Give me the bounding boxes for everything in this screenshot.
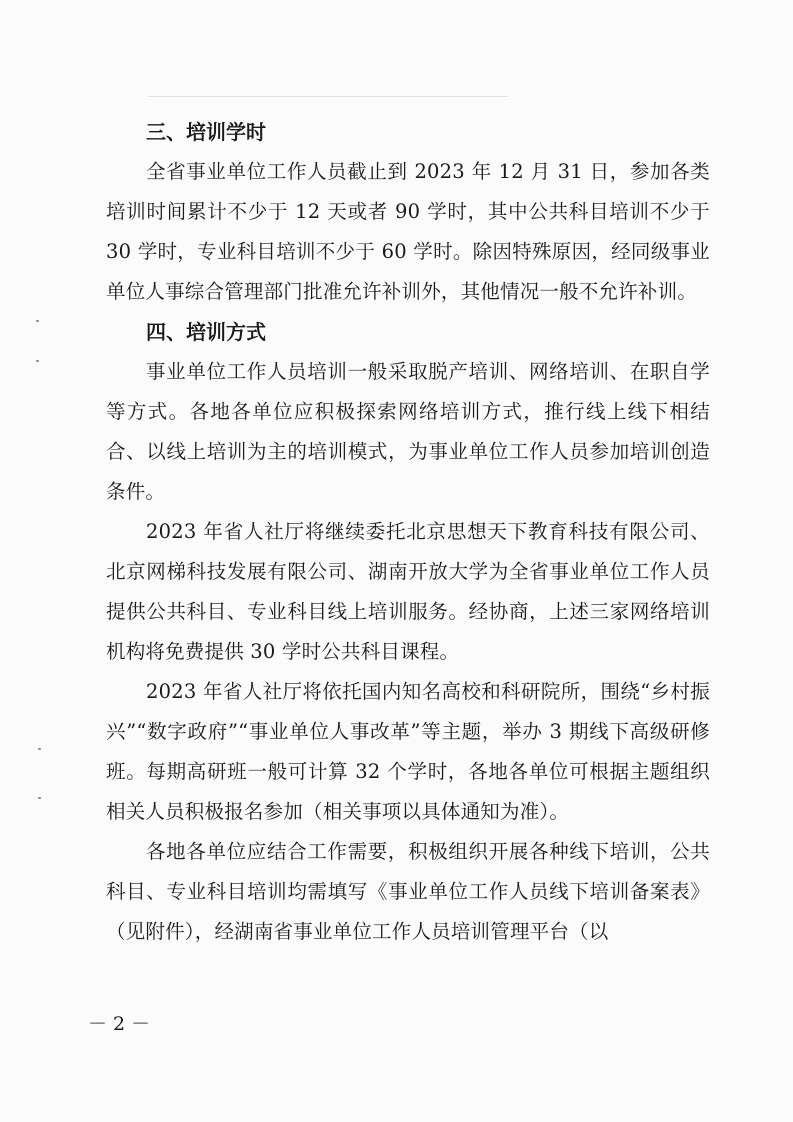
- scan-speck: [38, 748, 41, 750]
- section-heading-methods: 四、培训方式: [146, 320, 266, 344]
- section-heading-hours: 三、培训学时: [146, 120, 266, 144]
- paragraph-methods: 事业单位工作人员培训一般采取脱产培训、网络培训、在职自学等方式。各地各单位应积极探索网络培训方式，推行线上线下相结合、以线上培训为主的培训模式，为事业单位工作人员参加培训创造条件。: [106, 360, 710, 503]
- page-number: － 2 －: [88, 1013, 151, 1035]
- paragraph-hours: 全省事业单位工作人员截止到 2023 年 12 月 31 日，参加各类培训时间累计不少于 12 天或者 90 学时，其中公共科目培训不少于 30 学时，专业科目培训不少于 60 学时。除因特殊原因，经同级事业单位人事综合管理部门批准允许补训外，其他情况一般不允许补训。: [106, 160, 710, 303]
- scan-speck: [38, 797, 41, 799]
- paragraph-seminars: 2023 年省人社厅将依托国内知名高校和科研院所，围绕“乡村振兴”“数字政府”“事业单位人事改革”等主题，举办 3 期线下高级研修班。每期高研班一般可计算 32 个学时，各地各单位可根据主题组织相关人员积极报名参加（相关事项以具体通知为准）。: [106, 680, 710, 823]
- document-body: [106, 112, 710, 952]
- scan-speck: [36, 320, 39, 322]
- paragraph-offline-training: 各地各单位应结合工作需要，积极组织开展各种线下培训，公共科目、专业科目培训均需填写《事业单位工作人员线下培训备案表》（见附件），经湖南省事业单位工作人员培训管理平台（以: [106, 840, 710, 943]
- paragraph-online-providers: 2023 年省人社厅将继续委托北京思想天下教育科技有限公司、北京网梯科技发展有限公司、湖南开放大学为全省事业单位工作人员提供公共科目、专业科目线上培训服务。经协商，上述三家网络培训机构将免费提供 30 学时公共科目课程。: [106, 520, 710, 663]
- scan-speck: [36, 360, 39, 362]
- scan-line: [148, 96, 508, 97]
